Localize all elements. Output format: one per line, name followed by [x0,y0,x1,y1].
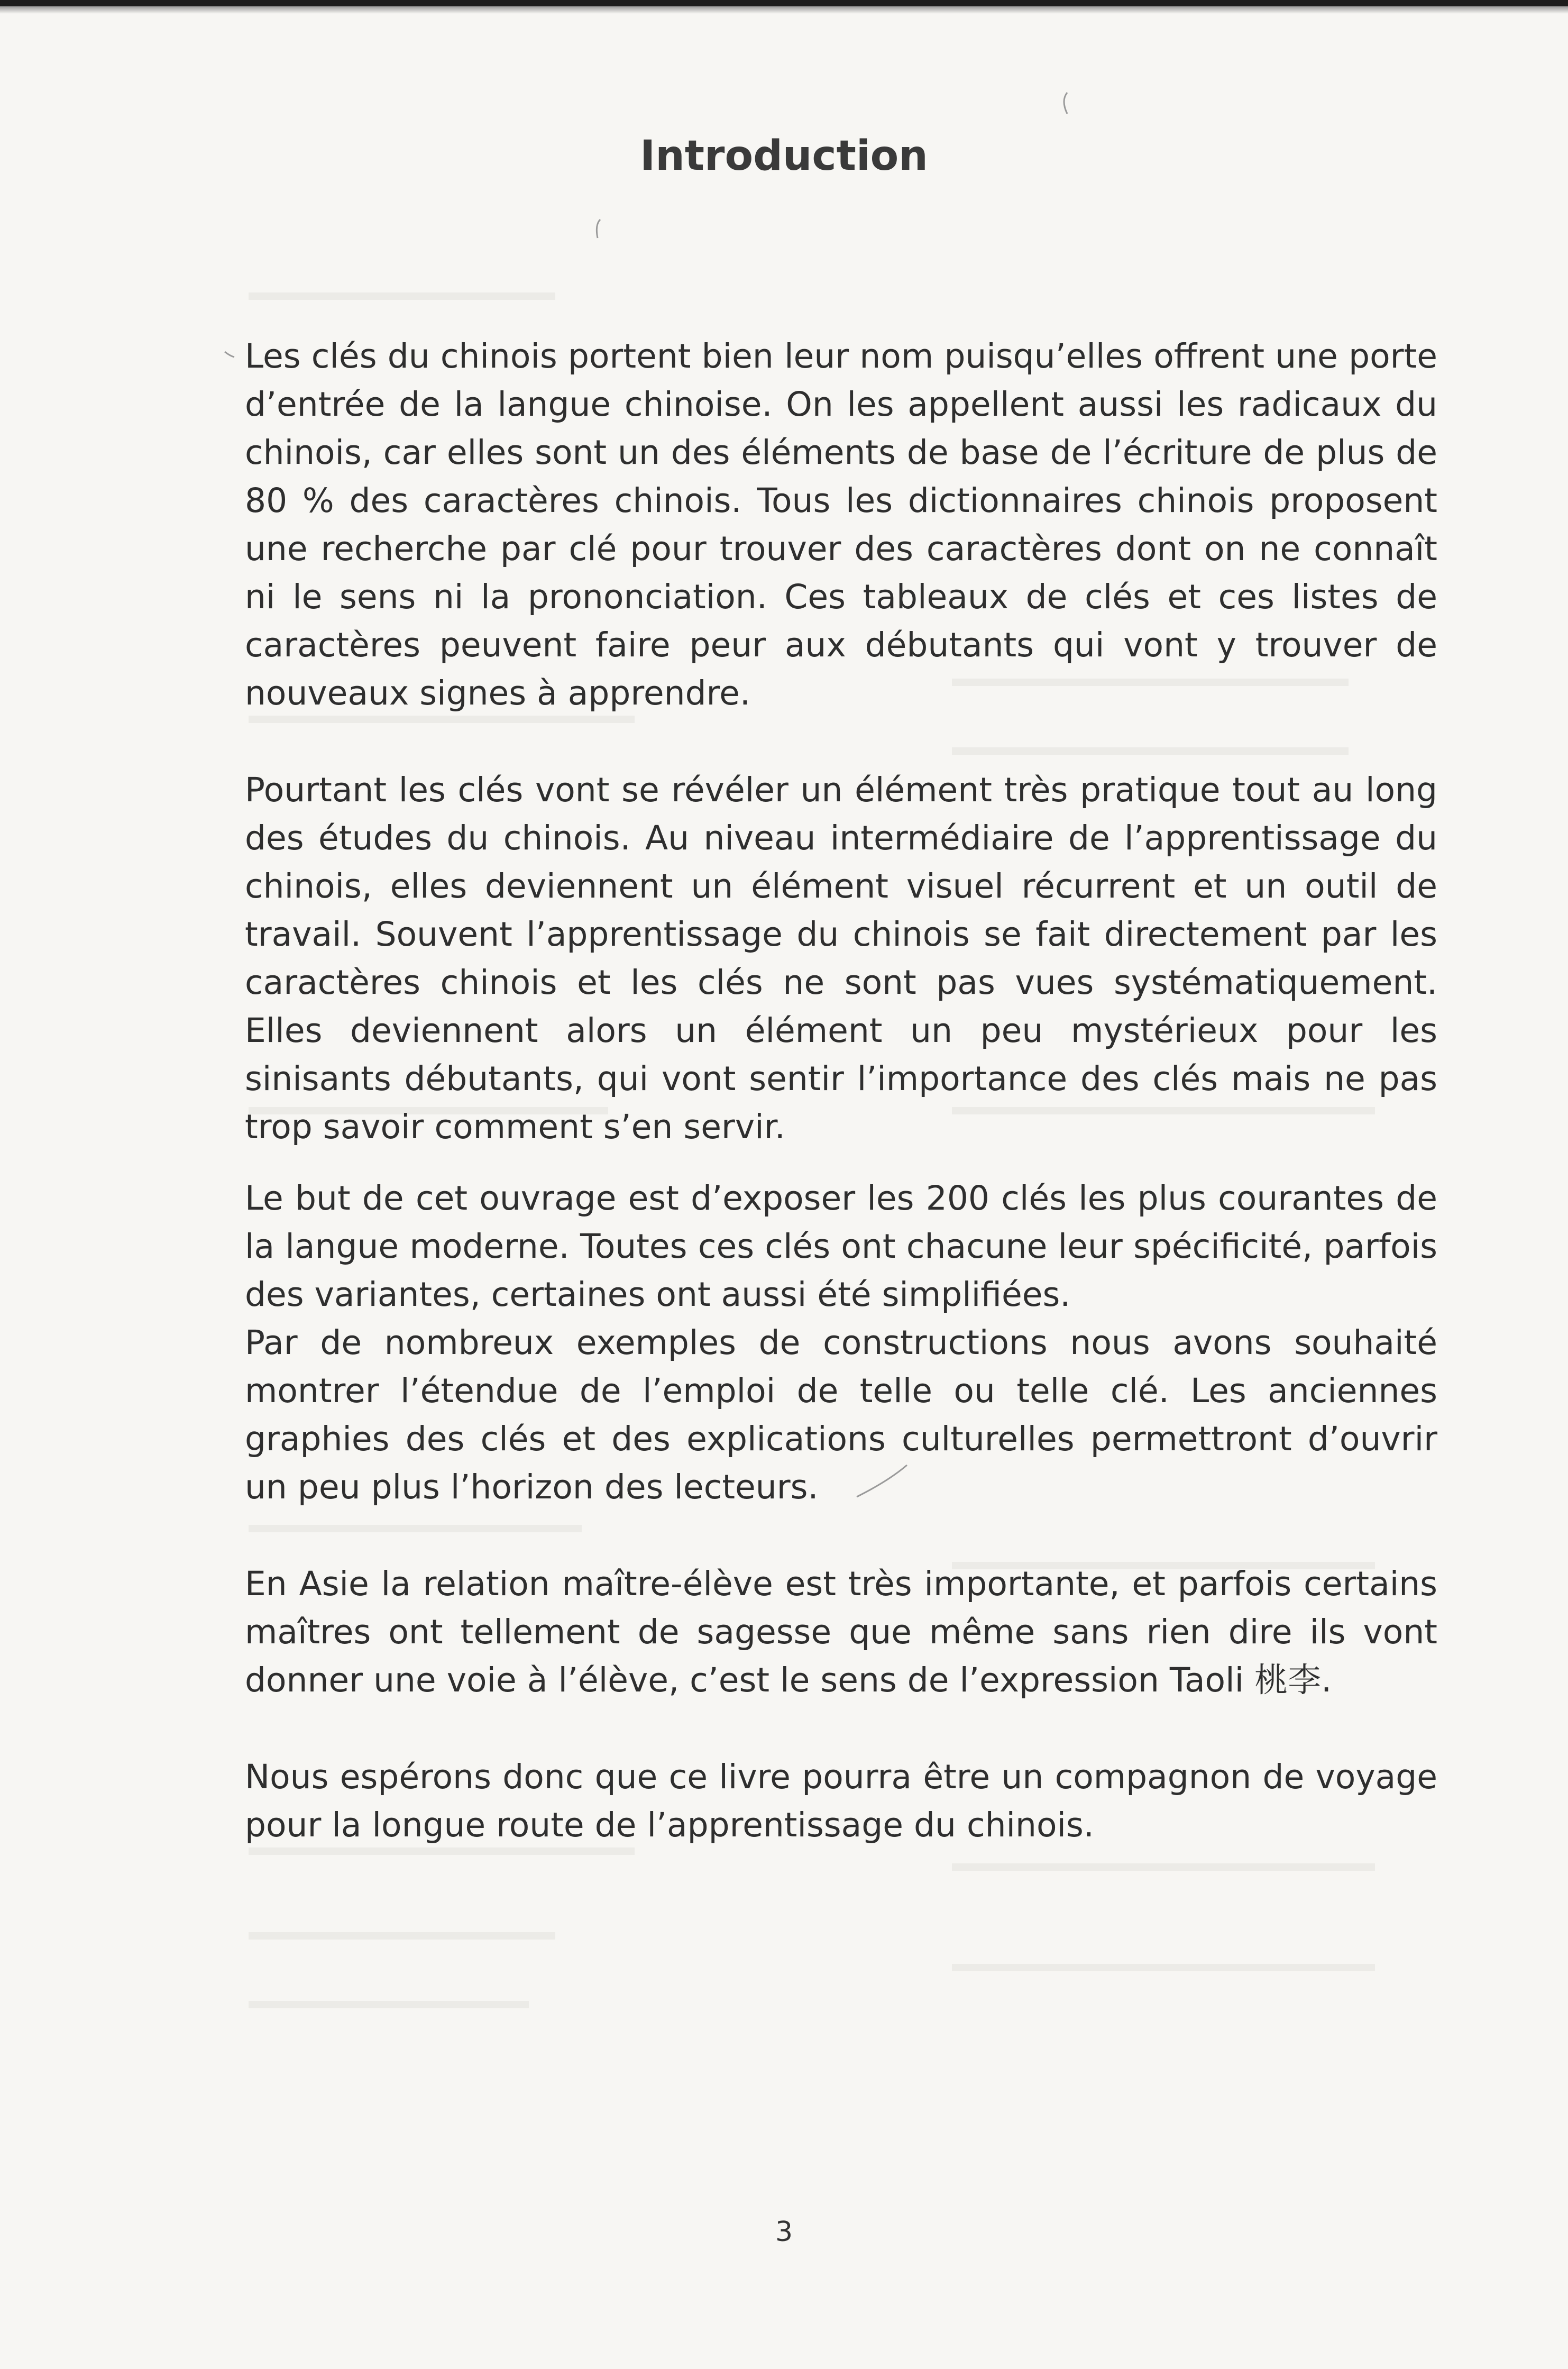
paragraph-5: En Asie la relation maître-élève est très importante, et parfois certains maîtres ont tellement de sagesse que même sans rien dire ils vont donner une voie à l’élève, c’est le sens de l’expression Taoli 桃李. [245,1565,1437,1699]
paragraph-1: Les clés du chinois portent bien leur nom puisqu’elles offrent une porte d’entrée de la langue chinoise. On les appellent aussi les radicaux du chinois, car elles sont un des éléments de base de l’écriture de plus de 80 % des caractères chinois. Tous les dictionnaires chinois proposent une recherche par clé pour trouver des caractères dont on ne connaît ni le sens ni la prononciation. Ces tableaux de clés et ces listes de caractères peuvent faire peur aux débutants qui vont y trouver de nouveaux signes à apprendre. [245,337,1437,712]
paragraph-6: Nous espérons donc que ce livre pourra être un compagnon de voyage pour la longue route de l’apprentissage du chinois. [245,1758,1437,1844]
paragraph-3: Le but de cet ouvrage est d’exposer les 200 clés les plus courantes de la langue moderne. Toutes ces clés ont chacune leur spécificité, parfois des variantes, certaines ont aussi été simplifiées. [245,1179,1437,1314]
page-title: Introduction [640,132,928,180]
page-number: 3 [775,2216,793,2248]
paragraph-4: Par de nombreux exemples de constructions nous avons souhaité montrer l’étendue de l’emploi de telle ou telle clé. Les anciennes graphies des clés et des explications culturelles permettront d’ouvrir un peu plus l’horizon des lecteurs. [245,1323,1437,1506]
paragraph-2: Pourtant les clés vont se révéler un élément très pratique tout au long des études du chinois. Au niveau intermédiaire de l’apprentissage du chinois, elles deviennent un élément visuel récurrent et un outil de travail. Souvent l’apprentissage du chinois se fait directement par les caractères chinois et les clés ne sont pas vues systématiquement. Elles deviennent alors un élément un peu mystérieux pour les sinisants débutants, qui vont sentir l’importance des clés mais ne pas trop savoir comment s’en servir. [245,771,1437,1146]
body-text [245,332,1437,1849]
